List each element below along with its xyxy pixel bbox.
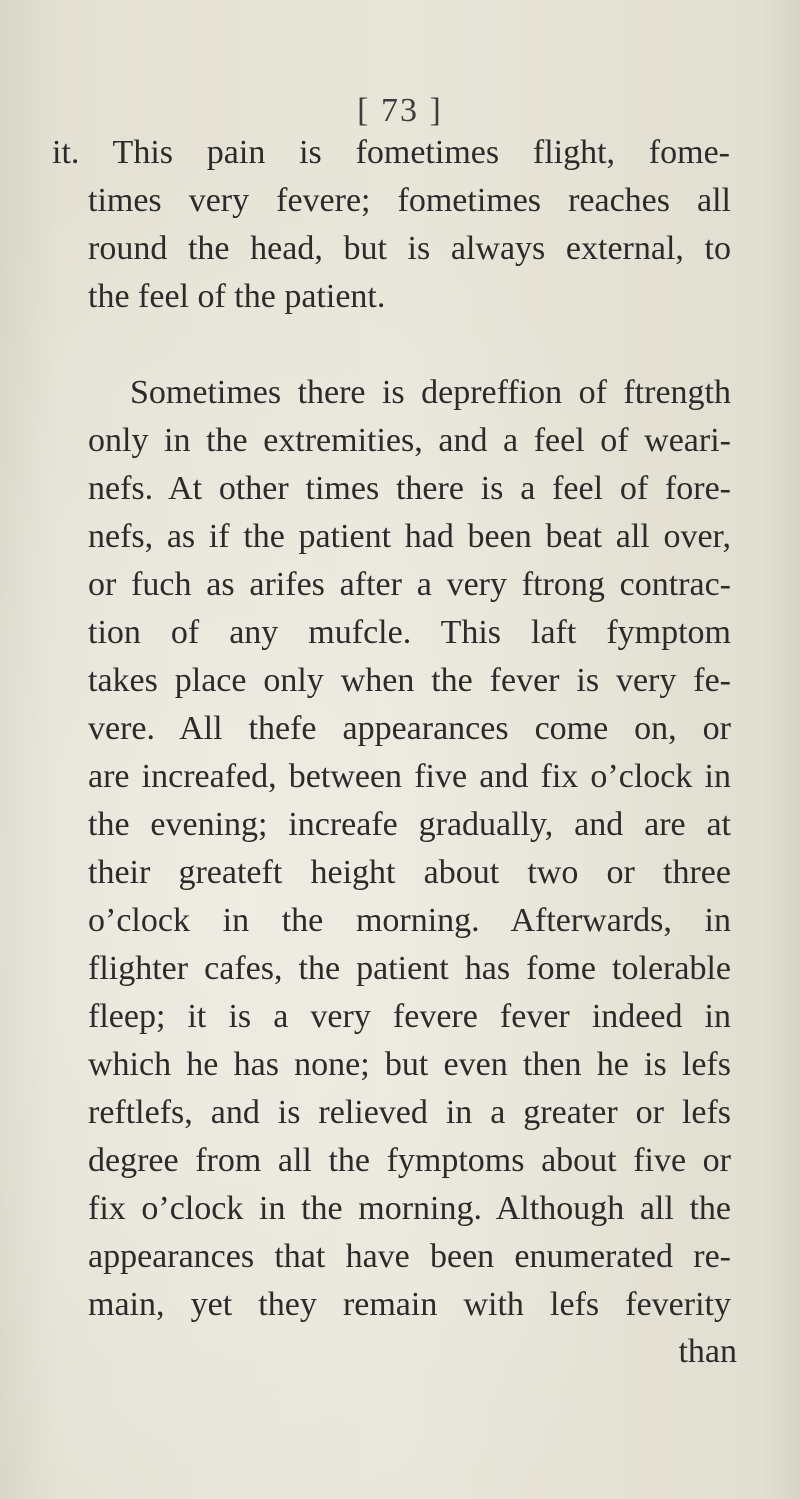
text-line: Sometimes there is depreffion of ftrength — [130, 374, 731, 411]
text-line: o’clock in the morning. Afterwards, in — [88, 902, 731, 939]
text-line: the feel of the patient. — [88, 278, 386, 315]
text-line: reftlefs, and is relieved in a greater or lefs — [88, 1094, 731, 1131]
text-line: are increafed, between five and fix o’clock in — [88, 758, 731, 795]
text-line: flighter cafes, the patient has fome tolerable — [88, 950, 731, 987]
text-line: their greateft height about two or three — [88, 854, 731, 891]
text-line: vere. All thefe appearances come on, or — [88, 710, 731, 747]
text-line: main, yet they remain with lefs feverity — [88, 1286, 731, 1323]
text-line: nefs, as if the patient had been beat all over, — [88, 518, 731, 555]
text-line: only in the extremities, and a feel of weari- — [88, 422, 731, 459]
text-line: times very fevere; fometimes reaches all — [88, 182, 731, 219]
text-line: which he has none; but even then he is lefs — [88, 1046, 731, 1083]
text-line: takes place only when the fever is very fe- — [88, 662, 731, 699]
text-line: round the head, but is always external, to — [88, 230, 731, 267]
page-number: [ 73 ] — [357, 92, 443, 129]
text-line: fleep; it is a very fevere fever indeed in — [88, 998, 731, 1035]
text-line: nefs. At other times there is a feel of fore- — [88, 470, 731, 507]
text-line: it. This pain is fometimes flight, fome- — [52, 134, 730, 171]
text-line: appearances that have been enumerated re- — [88, 1238, 731, 1275]
text-line: the evening; increafe gradually, and are at — [88, 806, 731, 843]
text-line: tion of any mufcle. This laft fymptom — [88, 614, 731, 651]
text-line: fix o’clock in the morning. Although all the — [88, 1190, 731, 1227]
catchword: than — [678, 1333, 737, 1370]
text-line: degree from all the fymptoms about five or — [88, 1142, 731, 1179]
text-line: or fuch as arifes after a very ftrong contrac- — [88, 566, 731, 603]
